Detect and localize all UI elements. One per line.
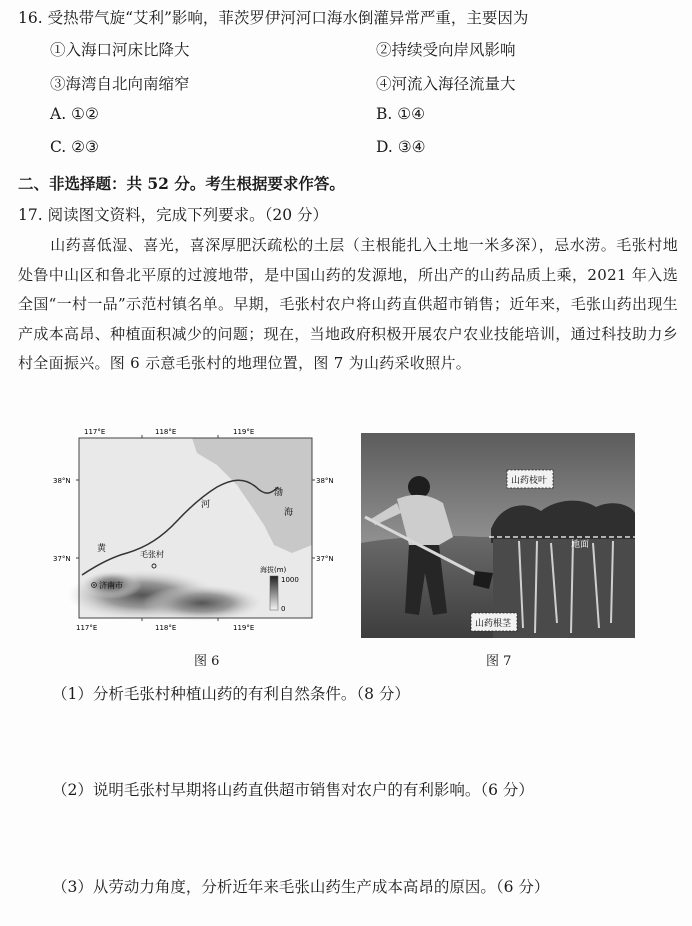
lon-label-bottom-3: 119°E xyxy=(233,624,255,632)
q17-passage xyxy=(18,231,678,379)
q16-option-d[interactable]: D. ③④ xyxy=(376,138,426,156)
q17-sub-1: （1）分析毛张村种植山药的有利自然条件。（8 分） xyxy=(52,685,410,703)
label-leaves: 山药枝叶 xyxy=(511,476,548,486)
lon-label-bottom-2: 118°E xyxy=(155,624,177,632)
q17-sub-3: （3）从劳动力角度，分析近年来毛张山药生产成本高昂的原因。（6 分） xyxy=(52,878,550,896)
q16-item-1: ①入海口河床比降大 xyxy=(50,41,190,59)
q17-title: 17. 阅读图文资料，完成下列要求。（20 分） xyxy=(18,206,328,224)
bohai-label-1: 渤 xyxy=(274,488,284,498)
q16-option-b[interactable]: B. ①④ xyxy=(376,105,426,123)
lon-label-bottom-1: 117°E xyxy=(76,624,98,632)
lat-label-left-2: 37°N xyxy=(53,555,71,563)
river-label-2: 河 xyxy=(201,500,211,510)
lat-label-right-2: 37°N xyxy=(316,555,334,563)
q17-sub-2: （2）说明毛张村早期将山药直供超市销售对农户的有利影响。（6 分） xyxy=(52,781,534,799)
lon-label-top-3: 119°E xyxy=(233,428,255,436)
legend-title: 海拔(m) xyxy=(260,566,287,574)
lat-label-left-1: 38°N xyxy=(53,477,71,485)
q16-item-3: ③海湾自北向南缩窄 xyxy=(50,75,190,93)
lon-label-top-1: 117°E xyxy=(84,428,106,436)
lat-label-right-1: 38°N xyxy=(316,477,334,485)
section-heading: 二、非选择题：共 52 分。考生根据要求作答。 xyxy=(18,174,345,193)
city-label: 济南市 xyxy=(99,581,123,590)
q16-option-c[interactable]: C. ②③ xyxy=(50,138,99,156)
village-label: 毛张村 xyxy=(140,550,164,559)
elevation-legend-bar xyxy=(270,576,278,610)
bohai-label-2: 海 xyxy=(284,508,294,518)
lon-label-top-2: 118°E xyxy=(155,428,177,436)
figure-6-caption: 图 6 xyxy=(194,654,220,669)
figure-7-photo xyxy=(361,433,635,638)
q17-passage-text: 山药喜低湿、喜光，喜深厚肥沃疏松的土层（主根能扎入土地一米多深），忌水涝。毛张村地处鲁中山区和鲁北平原的过渡地带，是中国山药的发源地，所出产的山药品质上乘，2021 年入选全国“一村一品”示范村镇名单。早期，毛张村农户将山药直供超市销售；近年来，毛张山药出现生产成本高昂、种植面积减少的问题；现在，当地政府积极开展农户农业技能培训，通过科技助力乡村全面振兴。图 6 示意毛张村的地理位置，图 7 为山药采收照片。 xyxy=(18,236,678,372)
q16-option-a[interactable]: A. ①② xyxy=(50,105,99,123)
legend-max: 1000 xyxy=(281,576,299,584)
label-roots: 山药根茎 xyxy=(475,619,512,629)
q16-item-4: ④河流入海径流量大 xyxy=(376,75,516,93)
q16-item-2: ②持续受向岸风影响 xyxy=(376,41,516,59)
label-ground: 地面 xyxy=(571,540,590,550)
figure-6-map xyxy=(52,425,342,635)
river-label-1: 黄 xyxy=(97,544,107,554)
legend-min: 0 xyxy=(281,605,286,613)
figure-7-caption: 图 7 xyxy=(486,654,512,669)
q16-stem: 16. 受热带气旋“艾利”影响，菲茨罗伊河河口海水倒灌异常严重，主要因为 xyxy=(18,9,529,27)
